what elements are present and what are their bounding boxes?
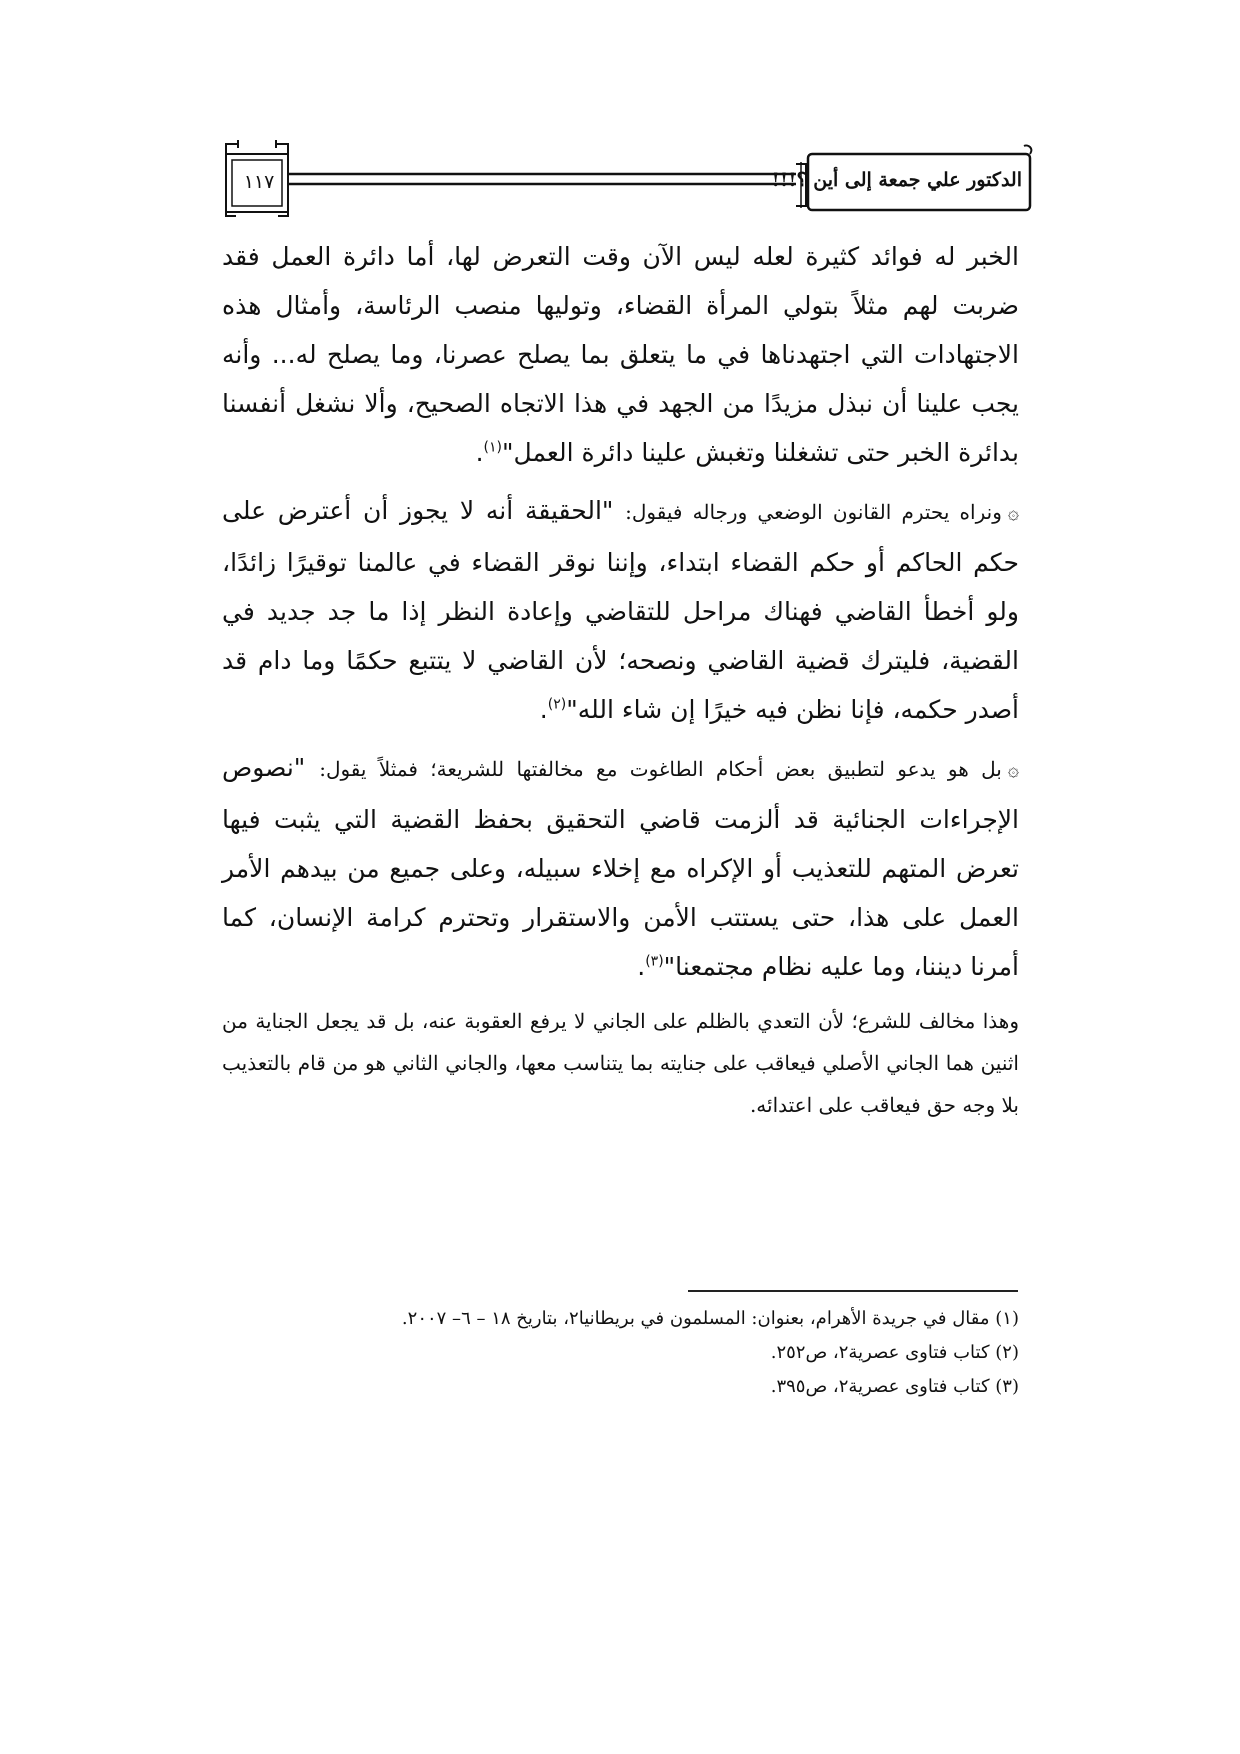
body-text <box>222 232 1019 1126</box>
paragraph-3 <box>222 743 1019 991</box>
footnotes <box>222 1302 1019 1404</box>
paragraph-3-quote: "نصوص الإجراءات الجنائية قد ألزمت قاضي التحقيق بحفظ القضية التي يثبت فيها تعرض المتهم للتعذيب أو الإكراه مع إخلاء سبيله، وعلى جميع من بيدهم الأمر العمل على هذا، حتى يستتب الأمن والاستقرار وتحترم كرامة الإنسان، كما أمرنا ديننا، وما عليه نظام مجتمعنا" <box>222 753 1019 981</box>
paragraph-4-text: وهذا مخالف للشرع؛ لأن التعدي بالظلم على الجاني لا يرفع العقوبة عنه، بل قد يجعل الجناية من اثنين هما الجاني الأصلي فيعاقب على جنايته بما يتناسب معها، والجاني الثاني هو من قام بالتعذيب بلا وجه حق فيعاقب على اعتدائه. <box>222 1009 1019 1117</box>
footnote-separator <box>688 1290 1018 1292</box>
paragraph-3-lead: بل هو يدعو لتطبيق بعض أحكام الطاغوت مع مخالفتها للشريعة؛ فمثلاً يقول: <box>319 757 1002 781</box>
footnote-3: (٣) كتاب فتاوى عصرية٢، ص٣٩٥. <box>770 1376 1019 1397</box>
flower-bullet-icon: ۞ <box>1007 759 1019 781</box>
title-frame-curl <box>1024 145 1031 154</box>
paragraph-3-end: . <box>637 952 646 981</box>
page-header <box>222 140 1040 216</box>
flower-bullet-icon: ۞ <box>1007 502 1019 524</box>
paragraph-2 <box>222 486 1019 734</box>
footnote-2: (٢) كتاب فتاوى عصرية٢، ص٢٥٢. <box>770 1342 1019 1363</box>
footnote-1: (١) مقال في جريدة الأهرام، بعنوان: المسلمون في بريطانيا٢، بتاريخ ١٨ – ٦– ٢٠٠٧. <box>401 1308 1019 1329</box>
corner-ornament-top-right <box>276 140 288 154</box>
corner-ornament-top-left <box>226 140 238 154</box>
page-number: ١١٧ <box>243 171 275 193</box>
paragraph-1-text: الخبر له فوائد كثيرة لعله ليس الآن وقت التعرض لها، أما دائرة العمل فقد ضربت لهم مثلاً بتولي المرأة القضاء، وتوليها منصب الرئاسة، وأمثال هذه الاجتهادات التي اجتهدناها في ما يتعلق بما يصلح عصرنا، وما يصلح له... وأنه يجب علينا أن نبذل مزيدًا من الجهد في هذا الاتجاه الصحيح، وألا نشغل أنفسنا بدائرة الخبر حتى تشغلنا وتغبش علينا دائرة العمل" <box>222 242 1019 467</box>
footnote-ref-3[interactable]: (٣) <box>645 953 664 970</box>
paragraph-1 <box>222 232 1019 477</box>
paragraph-2-end: . <box>539 695 548 724</box>
running-title: الدكتور علي جمعة إلى أين ؟!!! <box>771 169 1022 191</box>
footnote-ref-1[interactable]: (١) <box>483 439 503 456</box>
paragraph-4 <box>222 1000 1019 1126</box>
footnote-ref-2[interactable]: (٢) <box>547 696 567 713</box>
paragraph-2-lead: ونراه يحترم القانون الوضعي ورجاله فيقول: <box>625 500 1002 524</box>
paragraph-2-quote: "الحقيقة أنه لا يجوز أن أعترض على حكم الحاكم أو حكم القضاء ابتداء، وإننا نوقر القضاء في عالمنا توقيرًا زائدًا، ولو أخطأ القاضي فهناك مراحل للتقاضي وإعادة النظر إذا ما جد جديد في القضية، فليترك قضية القاضي ونصحه؛ لأن القاضي لا يتتبع حكمًا وما دام قد أصدر حكمه، فإنا نظن فيه خيرًا إن شاء الله" <box>222 496 1019 724</box>
paragraph-1-end: . <box>475 438 484 467</box>
